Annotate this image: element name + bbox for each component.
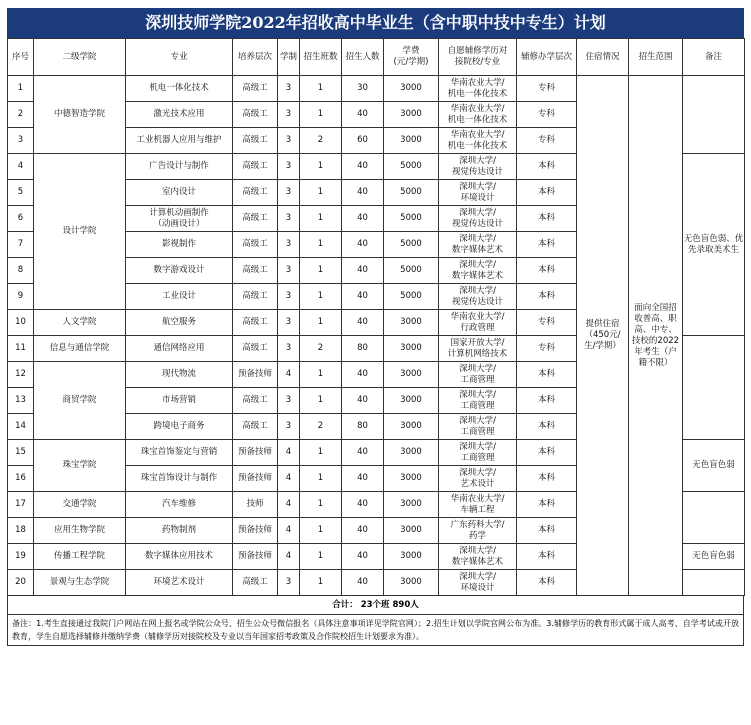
col-major-header: 专业 <box>126 39 233 76</box>
partner-school: 深圳大学/ 工商管理 <box>439 388 517 414</box>
remark-empty <box>683 492 745 544</box>
tuition-fee: 3000 <box>384 102 439 128</box>
student-count: 40 <box>342 466 384 492</box>
col-count-header: 招生人数 <box>342 39 384 76</box>
partner-school: 深圳大学/ 艺术设计 <box>439 466 517 492</box>
class-count: 1 <box>300 440 342 466</box>
partner-school: 广东药科大学/ 药学 <box>439 518 517 544</box>
aux-level: 专科 <box>517 76 577 102</box>
study-years: 4 <box>278 466 300 492</box>
row-number: 1 <box>8 76 34 102</box>
study-years: 3 <box>278 206 300 232</box>
row-number: 16 <box>8 466 34 492</box>
major-name: 珠宝首饰鉴定与营销 <box>126 440 233 466</box>
aux-level: 本科 <box>517 180 577 206</box>
row-number: 12 <box>8 362 34 388</box>
plan-document <box>7 8 744 646</box>
major-name: 工业设计 <box>126 284 233 310</box>
total-row: 合计： 23个班 890人 <box>7 596 744 615</box>
study-years: 4 <box>278 518 300 544</box>
partner-school: 华南农业大学/ 行政管理 <box>439 310 517 336</box>
remark-empty <box>683 76 745 154</box>
class-count: 2 <box>300 128 342 154</box>
partner-school: 深圳大学/ 环境设计 <box>439 570 517 596</box>
tuition-fee: 5000 <box>384 232 439 258</box>
major-name: 数字媒体应用技术 <box>126 544 233 570</box>
study-years: 3 <box>278 102 300 128</box>
college-name: 信息与通信学院 <box>34 336 126 362</box>
tuition-fee: 5000 <box>384 154 439 180</box>
study-years: 3 <box>278 336 300 362</box>
major-name: 广告设计与制作 <box>126 154 233 180</box>
remark: 无色盲色弱、优 先录取美术生 <box>683 154 745 336</box>
col-college-header: 二级学院 <box>34 39 126 76</box>
tuition-fee: 3000 <box>384 362 439 388</box>
row-number: 17 <box>8 492 34 518</box>
student-count: 40 <box>342 518 384 544</box>
tuition-fee: 3000 <box>384 492 439 518</box>
tuition-fee: 3000 <box>384 76 439 102</box>
major-name: 航空服务 <box>126 310 233 336</box>
col-level-header: 培养层次 <box>233 39 278 76</box>
college-name: 珠宝学院 <box>34 440 126 492</box>
class-count: 1 <box>300 258 342 284</box>
col-no-header: 序号 <box>8 39 34 76</box>
tuition-fee: 5000 <box>384 258 439 284</box>
partner-school: 深圳大学/ 数字媒体艺术 <box>439 232 517 258</box>
row-number: 15 <box>8 440 34 466</box>
class-count: 2 <box>300 414 342 440</box>
aux-level: 专科 <box>517 310 577 336</box>
partner-school: 华南农业大学/ 机电一体化技术 <box>439 76 517 102</box>
class-count: 1 <box>300 492 342 518</box>
aux-level: 本科 <box>517 388 577 414</box>
training-level: 高级工 <box>233 388 278 414</box>
class-count: 1 <box>300 544 342 570</box>
class-count: 1 <box>300 388 342 414</box>
row-number: 18 <box>8 518 34 544</box>
partner-school: 国家开放大学/ 计算机网络技术 <box>439 336 517 362</box>
major-name: 通信网络应用 <box>126 336 233 362</box>
college-name: 商贸学院 <box>34 362 126 440</box>
class-count: 1 <box>300 284 342 310</box>
class-count: 1 <box>300 518 342 544</box>
aux-level: 本科 <box>517 362 577 388</box>
aux-level: 专科 <box>517 128 577 154</box>
student-count: 40 <box>342 180 384 206</box>
tuition-fee: 5000 <box>384 180 439 206</box>
table-row <box>8 76 745 102</box>
row-number: 7 <box>8 232 34 258</box>
col-scope-header: 招生范围 <box>629 39 683 76</box>
col-remarks-header: 备注 <box>683 39 745 76</box>
study-years: 3 <box>278 388 300 414</box>
aux-level: 本科 <box>517 570 577 596</box>
tuition-fee: 3000 <box>384 466 439 492</box>
training-level: 预备技师 <box>233 362 278 388</box>
tuition-fee: 3000 <box>384 440 439 466</box>
tuition-fee: 5000 <box>384 206 439 232</box>
row-number: 3 <box>8 128 34 154</box>
aux-level: 本科 <box>517 492 577 518</box>
student-count: 40 <box>342 102 384 128</box>
student-count: 40 <box>342 440 384 466</box>
enroll-scope: 面向全国招 收普高、职 高、中专、 技校的2022 年考生（户 籍不限） <box>629 76 683 596</box>
study-years: 3 <box>278 76 300 102</box>
training-level: 高级工 <box>233 336 278 362</box>
partner-school: 华南农业大学/ 车辆工程 <box>439 492 517 518</box>
aux-level: 本科 <box>517 544 577 570</box>
row-number: 14 <box>8 414 34 440</box>
remark-empty <box>683 336 745 440</box>
student-count: 30 <box>342 76 384 102</box>
tuition-fee: 5000 <box>384 284 439 310</box>
class-count: 1 <box>300 232 342 258</box>
study-years: 3 <box>278 232 300 258</box>
study-years: 4 <box>278 544 300 570</box>
partner-school: 深圳大学/ 视觉传达设计 <box>439 284 517 310</box>
study-years: 3 <box>278 310 300 336</box>
student-count: 40 <box>342 206 384 232</box>
major-name: 影视制作 <box>126 232 233 258</box>
partner-school: 深圳大学/ 环境设计 <box>439 180 517 206</box>
major-name: 跨境电子商务 <box>126 414 233 440</box>
student-count: 60 <box>342 128 384 154</box>
remark-empty <box>683 570 745 596</box>
training-level: 预备技师 <box>233 544 278 570</box>
col-classes-header: 招生班数 <box>300 39 342 76</box>
aux-level: 本科 <box>517 284 577 310</box>
row-number: 10 <box>8 310 34 336</box>
college-name: 人文学院 <box>34 310 126 336</box>
study-years: 3 <box>278 154 300 180</box>
study-years: 3 <box>278 128 300 154</box>
study-years: 3 <box>278 284 300 310</box>
training-level: 高级工 <box>233 154 278 180</box>
college-name: 应用生物学院 <box>34 518 126 544</box>
class-count: 1 <box>300 154 342 180</box>
partner-school: 深圳大学/ 视觉传达设计 <box>439 154 517 180</box>
remark: 无色盲色弱 <box>683 440 745 492</box>
col-fee-header: 学费 (元/学期) <box>384 39 439 76</box>
training-level: 高级工 <box>233 310 278 336</box>
tuition-fee: 3000 <box>384 336 439 362</box>
partner-school: 深圳大学/ 工商管理 <box>439 414 517 440</box>
training-level: 高级工 <box>233 232 278 258</box>
document-title: 深圳技师学院2022年招收高中毕业生（含中职中技中专生）计划 <box>7 8 744 38</box>
aux-level: 专科 <box>517 102 577 128</box>
student-count: 80 <box>342 414 384 440</box>
major-name: 室内设计 <box>126 180 233 206</box>
major-name: 环境艺术设计 <box>126 570 233 596</box>
major-name: 计算机动画制作 （动画设计） <box>126 206 233 232</box>
partner-school: 深圳大学/ 数字媒体艺术 <box>439 258 517 284</box>
study-years: 4 <box>278 362 300 388</box>
aux-level: 专科 <box>517 336 577 362</box>
row-number: 5 <box>8 180 34 206</box>
study-years: 4 <box>278 440 300 466</box>
row-number: 11 <box>8 336 34 362</box>
class-count: 1 <box>300 102 342 128</box>
tuition-fee: 3000 <box>384 310 439 336</box>
class-count: 1 <box>300 180 342 206</box>
training-level: 高级工 <box>233 206 278 232</box>
col-aux-level-header: 辅修办学层次 <box>517 39 577 76</box>
training-level: 预备技师 <box>233 466 278 492</box>
student-count: 40 <box>342 362 384 388</box>
class-count: 1 <box>300 206 342 232</box>
student-count: 40 <box>342 284 384 310</box>
major-name: 现代物流 <box>126 362 233 388</box>
partner-school: 华南农业大学/ 机电一体化技术 <box>439 128 517 154</box>
class-count: 1 <box>300 362 342 388</box>
college-name: 交通学院 <box>34 492 126 518</box>
row-number: 6 <box>8 206 34 232</box>
training-level: 高级工 <box>233 284 278 310</box>
student-count: 80 <box>342 336 384 362</box>
aux-level: 本科 <box>517 414 577 440</box>
partner-school: 华南农业大学/ 机电一体化技术 <box>439 102 517 128</box>
enrollment-table <box>7 38 745 596</box>
aux-level: 本科 <box>517 466 577 492</box>
training-level: 高级工 <box>233 258 278 284</box>
header-row <box>8 39 745 76</box>
remark: 无色盲色弱 <box>683 544 745 570</box>
major-name: 机电一体化技术 <box>126 76 233 102</box>
student-count: 40 <box>342 570 384 596</box>
major-name: 工业机器人应用与维护 <box>126 128 233 154</box>
col-years-header: 学制 <box>278 39 300 76</box>
training-level: 高级工 <box>233 570 278 596</box>
student-count: 40 <box>342 310 384 336</box>
training-level: 高级工 <box>233 414 278 440</box>
major-name: 激光技术应用 <box>126 102 233 128</box>
college-name: 景观与生态学院 <box>34 570 126 596</box>
row-number: 2 <box>8 102 34 128</box>
tuition-fee: 3000 <box>384 414 439 440</box>
major-name: 数字游戏设计 <box>126 258 233 284</box>
col-lodging-header: 住宿情况 <box>577 39 629 76</box>
aux-level: 本科 <box>517 440 577 466</box>
row-number: 19 <box>8 544 34 570</box>
class-count: 1 <box>300 310 342 336</box>
lodging-info: 提供住宿 （450元/ 生/学期） <box>577 76 629 596</box>
aux-level: 本科 <box>517 154 577 180</box>
aux-level: 本科 <box>517 232 577 258</box>
student-count: 40 <box>342 492 384 518</box>
training-level: 高级工 <box>233 180 278 206</box>
student-count: 40 <box>342 388 384 414</box>
row-number: 20 <box>8 570 34 596</box>
student-count: 40 <box>342 154 384 180</box>
study-years: 3 <box>278 258 300 284</box>
tuition-fee: 3000 <box>384 570 439 596</box>
row-number: 8 <box>8 258 34 284</box>
training-level: 高级工 <box>233 102 278 128</box>
training-level: 预备技师 <box>233 440 278 466</box>
training-level: 技师 <box>233 492 278 518</box>
tuition-fee: 3000 <box>384 544 439 570</box>
col-partner-header: 自愿辅修学历对 接院校/专业 <box>439 39 517 76</box>
aux-level: 本科 <box>517 258 577 284</box>
tuition-fee: 3000 <box>384 518 439 544</box>
college-name: 设计学院 <box>34 154 126 310</box>
row-number: 4 <box>8 154 34 180</box>
training-level: 高级工 <box>233 128 278 154</box>
partner-school: 深圳大学/ 工商管理 <box>439 440 517 466</box>
class-count: 1 <box>300 570 342 596</box>
partner-school: 深圳大学/ 数字媒体艺术 <box>439 544 517 570</box>
study-years: 3 <box>278 414 300 440</box>
student-count: 40 <box>342 232 384 258</box>
training-level: 预备技师 <box>233 518 278 544</box>
row-number: 9 <box>8 284 34 310</box>
aux-level: 本科 <box>517 206 577 232</box>
class-count: 1 <box>300 76 342 102</box>
college-name: 传播工程学院 <box>34 544 126 570</box>
aux-level: 本科 <box>517 518 577 544</box>
row-number: 13 <box>8 388 34 414</box>
footnote: 备注：1.考生直接通过我院门户网站在网上报名或学院公众号、招生公众号微信报名（具体注意事项详见学院官网）；2.招生计划以学院官网公布为准。3.辅修学历的教育形式属于成人高考、自学考试或开放教育，学生自愿选择辅修并缴纳学费（辅修学历对接院校及专业以当年国家招考政策及合作院校招生计划要求为准）。 <box>7 615 744 646</box>
partner-school: 深圳大学/ 视觉传达设计 <box>439 206 517 232</box>
major-name: 珠宝首饰设计与制作 <box>126 466 233 492</box>
partner-school: 深圳大学/ 工商管理 <box>439 362 517 388</box>
study-years: 3 <box>278 570 300 596</box>
student-count: 40 <box>342 544 384 570</box>
college-name: 中德智造学院 <box>34 76 126 154</box>
major-name: 市场营销 <box>126 388 233 414</box>
class-count: 2 <box>300 336 342 362</box>
class-count: 1 <box>300 466 342 492</box>
major-name: 药物制剂 <box>126 518 233 544</box>
major-name: 汽车维修 <box>126 492 233 518</box>
study-years: 3 <box>278 180 300 206</box>
training-level: 高级工 <box>233 76 278 102</box>
student-count: 40 <box>342 258 384 284</box>
tuition-fee: 3000 <box>384 128 439 154</box>
study-years: 4 <box>278 492 300 518</box>
tuition-fee: 3000 <box>384 388 439 414</box>
